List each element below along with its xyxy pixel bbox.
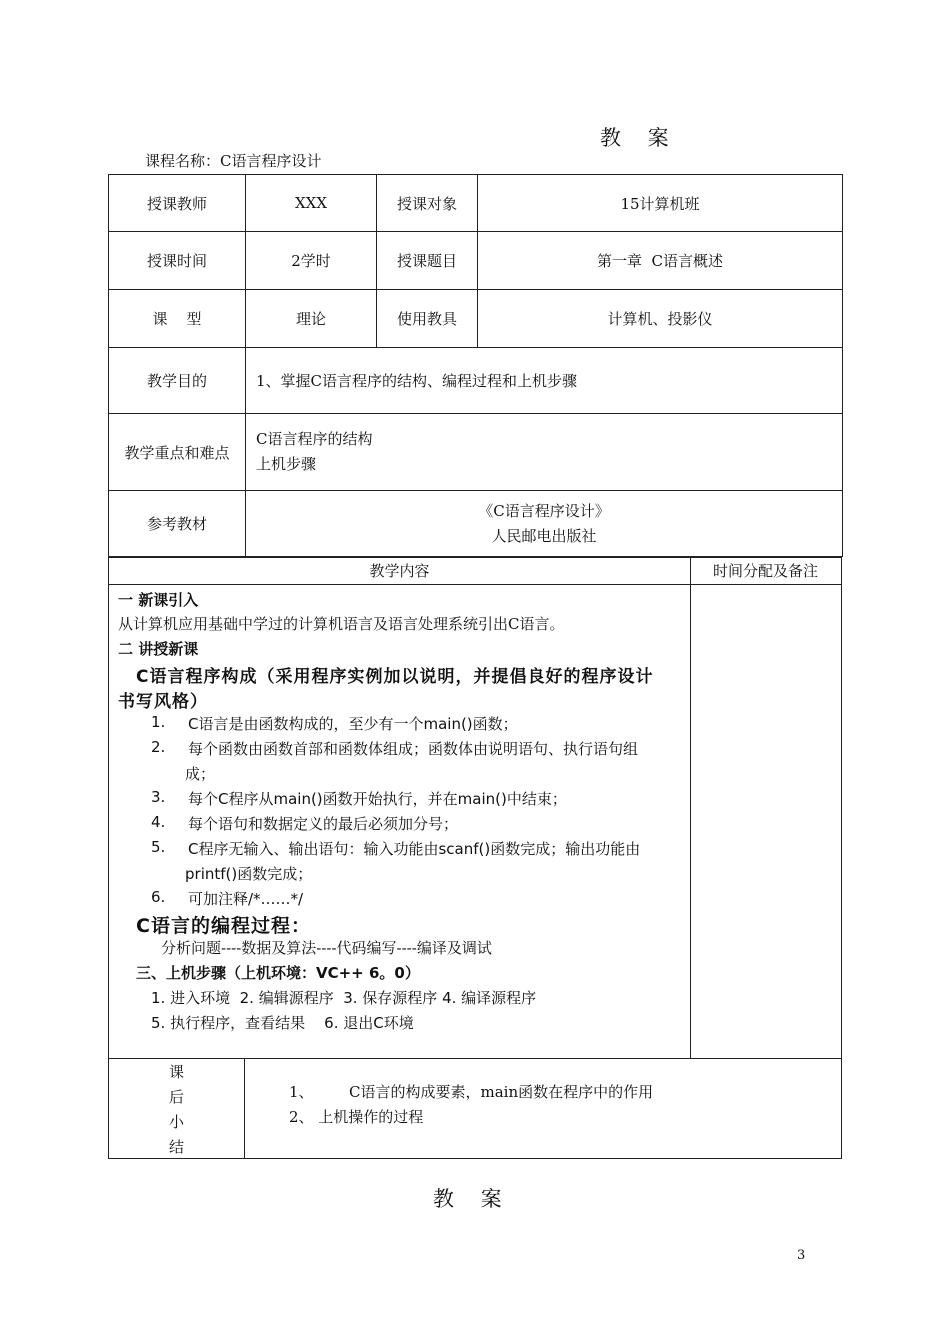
item-number: 2. <box>151 738 166 756</box>
tools-label: 使用教具 <box>377 290 478 348</box>
lesson-info-table <box>108 174 843 557</box>
notes-header: 时间分配及备注 <box>712 562 818 580</box>
item-continuation: printf()函数完成； <box>185 865 313 883</box>
reference-value <box>246 491 843 557</box>
summary-label-char: 后 <box>169 1088 185 1106</box>
key-points-label: 教学重点和难点 <box>109 414 246 491</box>
section-new-heading: 二 讲授新课 <box>118 640 199 658</box>
summary-label-char: 小 <box>169 1113 185 1131</box>
type-label: 课 型 <box>109 290 246 348</box>
course-name: 课程名称：C语言程序设计 <box>145 152 322 170</box>
item-text: 每个语句和数据定义的最后必须加分号； <box>188 815 459 833</box>
key-points-value <box>246 414 843 491</box>
time-label: 授课时间 <box>109 232 246 290</box>
item-number: 4. <box>151 813 166 831</box>
item-text: 每个C程序从main()函数开始执行，并在main()中结束； <box>188 790 567 808</box>
process-heading: C语言的编程过程： <box>136 915 311 937</box>
audience-label: 授课对象 <box>377 175 478 232</box>
content-header-row <box>108 557 842 585</box>
type-value: 理论 <box>246 290 377 348</box>
teacher-label: 授课教师 <box>109 175 246 232</box>
section-lab-heading: 三、上机步骤（上机环境：VC++ 6。0） <box>136 964 420 982</box>
structure-heading-line1: C语言程序构成（采用程序实例加以说明，并提倡良好的程序设计 <box>136 667 654 687</box>
key-point-1: C语言程序的结构 <box>256 430 373 448</box>
summary-item-2: 2、 上机操作的过程 <box>289 1108 424 1126</box>
lab-steps-line1: 1. 进入环境 2. 编辑源程序 3. 保存源程序 4. 编译源程序 <box>151 989 537 1007</box>
item-text: 可加注释/*……*/ <box>188 890 304 908</box>
next-page-title: 教 案 <box>433 1187 512 1211</box>
content-header: 教学内容 <box>109 558 691 584</box>
time-value: 2学时 <box>246 232 377 290</box>
item-number: 1. <box>151 713 166 731</box>
teacher-value: XXX <box>246 175 377 232</box>
summary-row <box>108 1058 842 1159</box>
item-number: 3. <box>151 788 166 806</box>
summary-item-1: C语言的构成要素，main函数在程序中的作用 <box>349 1083 654 1101</box>
reference-publisher: 人民邮电出版社 <box>491 526 597 545</box>
item-number: 6. <box>151 888 166 906</box>
topic-label: 授课题目 <box>377 232 478 290</box>
audience-value: 15计算机班 <box>478 175 843 232</box>
reference-book: 《C语言程序设计》 <box>478 501 610 520</box>
document-title: 教 案 <box>600 126 679 150</box>
reference-label: 参考教材 <box>109 491 246 557</box>
key-point-2: 上机步骤 <box>256 455 317 473</box>
section-intro-heading: 一 新课引入 <box>118 591 199 609</box>
item-continuation: 成； <box>185 765 216 783</box>
item-text: C语言是由函数构成的，至少有一个main()函数； <box>188 715 518 733</box>
item-number: 5. <box>151 838 166 856</box>
process-text: 分析问题----数据及算法----代码编写----编译及调试 <box>161 939 492 957</box>
summary-item-number: 1、 <box>289 1083 314 1101</box>
structure-heading-line2: 书写风格） <box>118 692 208 712</box>
topic-value: 第一章 C语言概述 <box>478 232 843 290</box>
page-number: 3 <box>797 1248 806 1263</box>
summary-label-char: 课 <box>169 1063 185 1081</box>
item-text: C程序无输入、输出语句：输入功能由scanf()函数完成；输出功能由 <box>188 840 641 858</box>
column-divider <box>690 585 691 1058</box>
summary-label-char: 结 <box>169 1138 185 1156</box>
summary-divider <box>244 1059 245 1158</box>
section-intro-text: 从计算机应用基础中学过的计算机语言及语言处理系统引出C语言。 <box>118 615 565 633</box>
goal-label: 教学目的 <box>109 348 246 414</box>
goal-value: 1、掌握C语言程序的结构、编程过程和上机步骤 <box>246 348 843 414</box>
item-text: 每个函数由函数首部和函数体组成；函数体由说明语句、执行语句组 <box>188 740 639 758</box>
teaching-content-cell <box>108 584 842 1059</box>
lab-steps-line2: 5. 执行程序，查看结果 6. 退出C环境 <box>151 1014 414 1032</box>
tools-value: 计算机、投影仪 <box>478 290 843 348</box>
